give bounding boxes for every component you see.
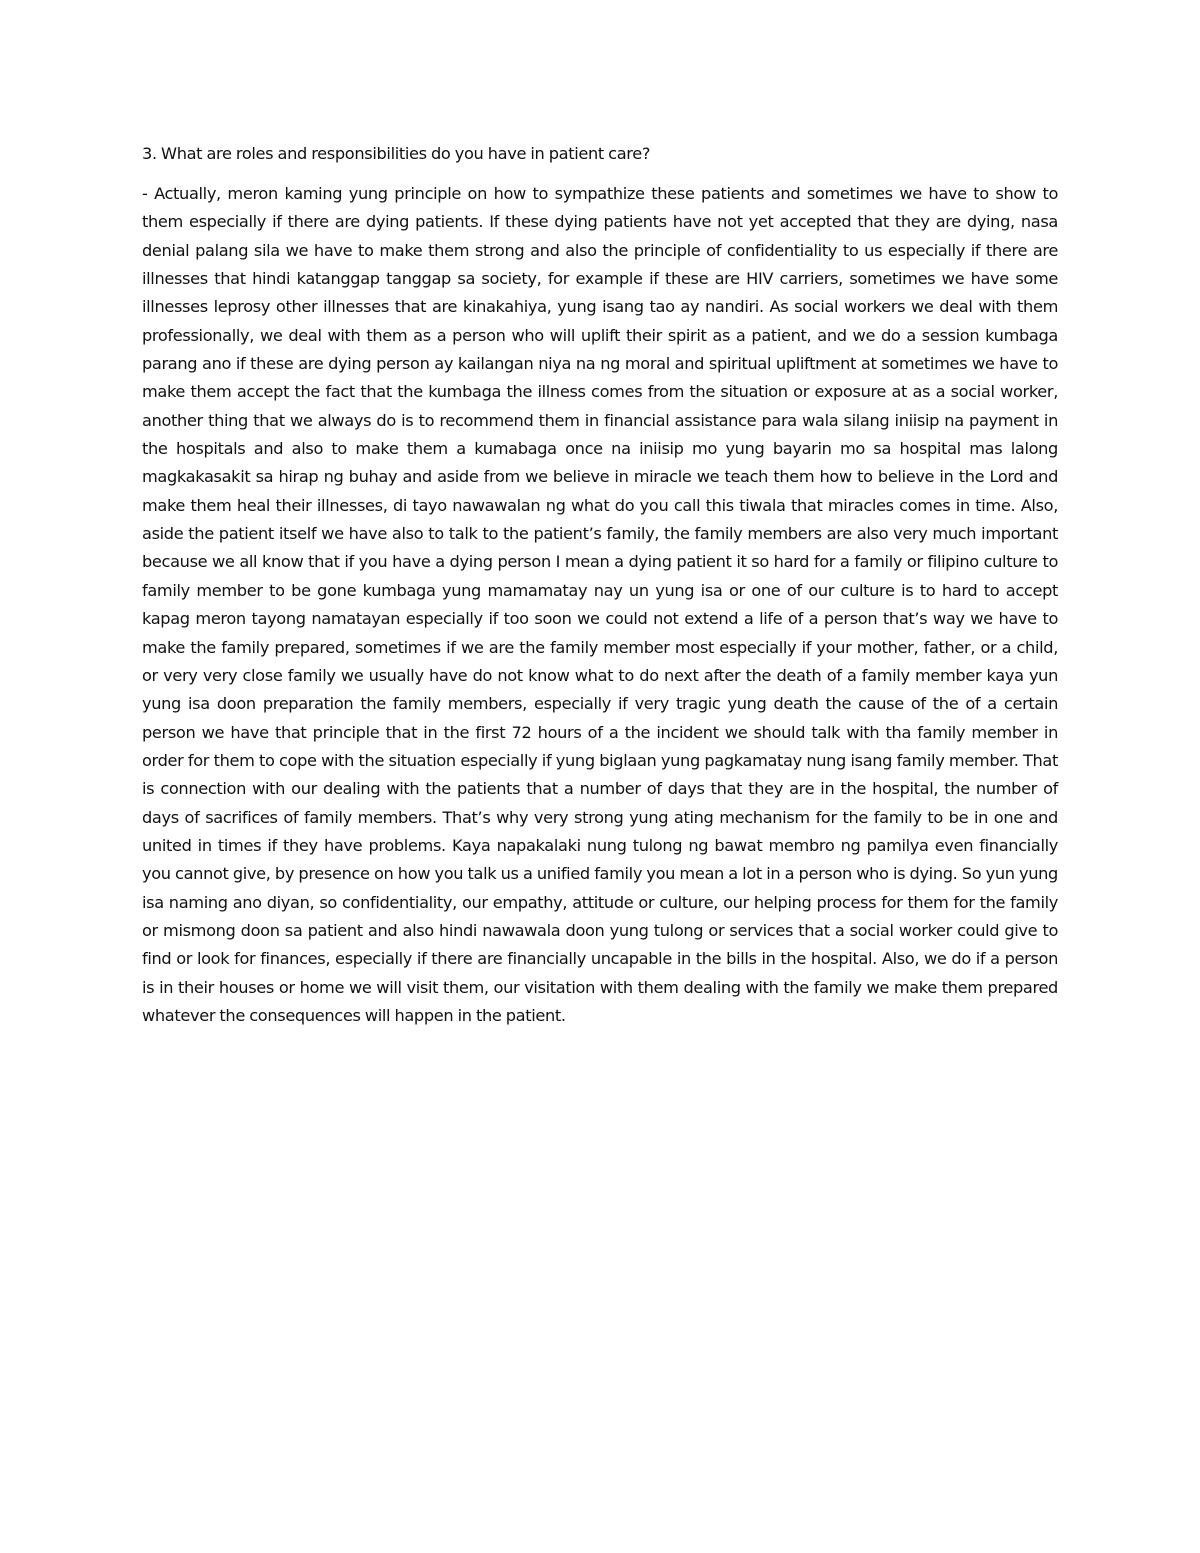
- document-body: [142, 140, 1058, 1030]
- question-heading: 3. What are roles and responsibilities do you have in patient care?: [142, 144, 651, 163]
- answer-paragraph: - Actually, meron kaming yung principle on how to sympathize these patients and sometimes we have to show to them especially if there are dying patients. If these dying patients have not yet accepted that they are dying, nasa denial palang sila we have to make them strong and also the principle of confidentiality to us especially if there are illnesses that hindi katanggap tanggap sa society, for example if these are HIV carriers, sometimes we have some illnesses leprosy other illnesses that are kinakahiya, yung isang tao ay nandiri. As social workers we deal with them professionally, we deal with them as a person who will uplift their spirit as a patient, and we do a session kumbaga parang ano if these are dying person ay kailangan niya na ng moral and spiritual upliftment at sometimes we have to make them accept the fact that the kumbaga the illness comes from the situation or exposure at as a social worker, another thing that we always do is to recommend them in financial assistance para wala silang iniisip na payment in the hospitals and also to make them a kumabaga once na iniisip mo yung bayarin mo sa hospital mas lalong magkakasakit sa hirap ng buhay and aside from we believe in miracle we teach them how to believe in the Lord and make them heal their illnesses, di tayo nawawalan ng what do you call this tiwala that miracles comes in time. Also, aside the patient itself we have also to talk to the patient’s family, the family members are also very much important because we all know that if you have a dying person I mean a dying patient it so hard for a family or filipino culture to family member to be gone kumbaga yung mamamatay nay un yung isa or one of our culture is to hard to accept kapag meron tayong namatayan especially if too soon we could not extend a life of a person that’s way we have to make the family prepared, sometimes if we are the family member most especially if your mother, father, or a child, or very very close family we usually have do not know what to do next after the death of a family member kaya yun yung isa doon preparation the family members, especially if very tragic yung death the cause of the of a certain person we have that principle that in the first 72 hours of a the incident we should talk with tha family member in order for them to cope with the situation especially if yung biglaan yung pagkamatay nung isang family member. That is connection with our dealing with the patients that a number of days that they are in the hospital, the number of days of sacrifices of family members. That’s why very strong yung ating mechanism for the family to be in one and united in times if they have problems. Kaya napakalaki nung tulong ng bawat membro ng pamilya even financially you cannot give, by presence on how you talk us a unified family you mean a lot in a person who is dying. So yun yung isa naming ano diyan, so confidentiality, our empathy, attitude or culture, our helping process for them for the family or mismong doon sa patient and also hindi nawawala doon yung tulong or services that a social worker could give to find or look for finances, especially if there are financially uncapable in the bills in the hospital. Also, we do if a person is in their houses or home we will visit them, our visitation with them dealing with the family we make them prepared whatever the consequences will happen in the patient.: [142, 184, 1058, 1025]
